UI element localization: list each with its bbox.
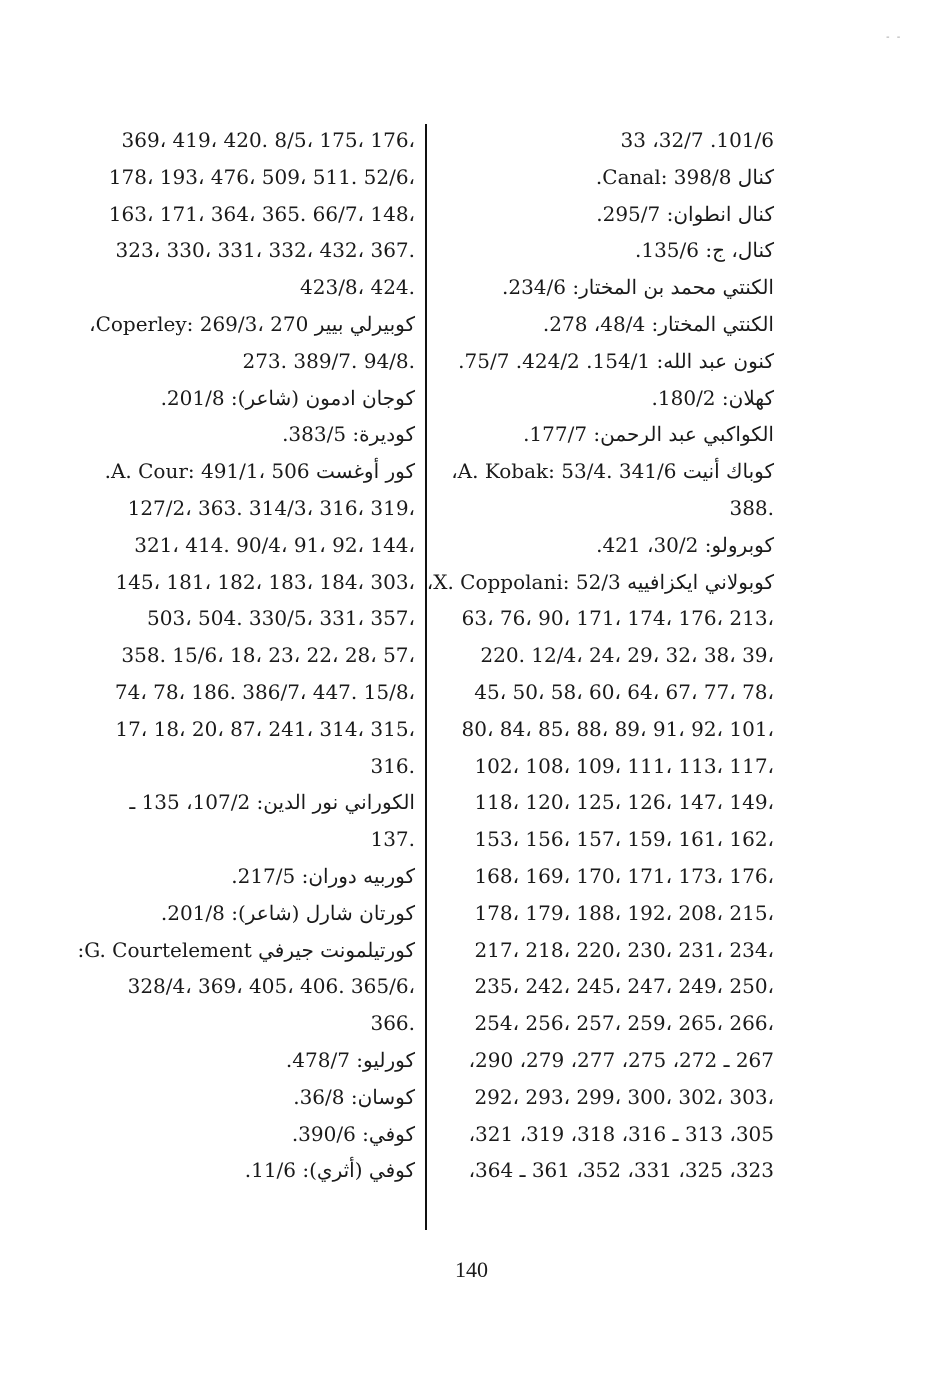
index-entry-line: 358. 15/6، 18، 23، 22، 28، 57، [121,643,415,668]
index-entry-line: كور أوغست A. Cour: 491/1، 506. [104,459,415,484]
column-divider [425,124,427,1230]
index-entry-line: كورتيلمونت جيرفي G. Courtelement: [77,937,415,962]
page-number: 140 [455,1257,488,1282]
index-entry-line: الكواكبي عبد الرحمن: 177/7. [523,422,774,447]
index-entry-line: 118، 120، 125، 126، 147، 149، [474,790,774,815]
index-entry-line: 267 ـ 272، 275، 277، 279، 290، [468,1047,774,1072]
index-entry-line: 503، 504. 330/5، 331، 357، [147,606,415,631]
index-entry-line: 292، 293، 299، 300، 302، 303، [474,1084,774,1109]
index-column-right [412,122,774,1189]
index-entry-line: 33 ،32/7 .101/6 [620,128,774,152]
index-entry-line: 163، 171، 364، 365. 66/7، 148، [108,201,415,226]
index-column-left [55,122,415,1189]
index-entry-line: كوديرة: 383/5. [282,422,415,447]
index-entry-line: 305، 313 ـ 316، 318، 319، 321، [468,1121,774,1146]
index-entry-line: الكنتي محمد بن المختار: 234/6. [502,275,774,300]
index-entry-line: 323، 325، 331، 352، 361 ـ 364، [468,1158,774,1183]
index-entry-line: 217، 218، 220، 230، 231، 234، [474,937,774,962]
index-entry-line: كنال، ج: 135/6. [635,238,774,263]
index-entry-line: 102، 108، 109، 111، 113، 117، [474,753,774,778]
index-entry-line: 168، 169، 170، 171، 173، 176، [474,863,774,888]
index-entry-line: 127/2، 363. 314/3، 316، 319، [127,495,415,520]
index-entry-line: 145، 181، 182، 183، 184، 303، [115,569,415,594]
index-entry-line: كنال انطوان: 295/7. [596,201,774,226]
index-entry-line: 17، 18، 20، 87، 241، 314، 315، [115,716,415,741]
index-entry-line: 63، 76، 90، 171، 174، 176، 213، [461,606,774,631]
index-entry-line: كنال Canal: 398/8. [595,164,774,189]
index-entry-line: 328/4، 369، 405، 406. 365/6، [127,974,415,999]
index-entry-line: كوفي (أثري): 11/6. [244,1158,415,1183]
index-entry-line: كورليو: 478/7. [285,1047,415,1072]
index-entry-line: كوبولاني ايكزافييه X. Coppolani: 52/3، [426,569,774,594]
index-entry-line: 74، 78، 186. 386/7، 447. 15/8، [114,679,415,704]
index-entry-line: كورتان شارل (شاعر): 201/8. [160,900,415,925]
index-entry-line: كوبرولو: 30/2، 421. [596,532,774,557]
index-entry-line: الكنتي المختار: 48/4، 278. [542,311,774,336]
index-entry-line: 153، 156، 157، 159، 161، 162، [474,827,774,852]
index-entry-line: 323، 330، 331، 332، 432، 367. [115,238,415,263]
index-entry-line: 316. [370,753,415,778]
index-entry-line: 366. [370,1011,415,1036]
index-entry-line: 235، 242، 245، 247، 249، 250، [474,974,774,999]
index-entry-line: 423/8، 424. [300,275,415,300]
index-entry-line: 80، 84، 85، 88، 89، 91، 92، 101، [461,716,774,741]
index-entry-line: 273. 389/7. 94/8. [242,348,415,373]
index-entry-line: 254، 256، 257، 259، 265، 266، [474,1011,774,1036]
index-entry-line: كنون عبد الله: 154/1. 424/2. 75/7. [458,348,774,373]
index-entry-line: 388. [729,495,774,520]
index-entry-line: كوسان: 36/8. [293,1084,415,1109]
corner-mark: - - [886,32,903,43]
index-entry-line: كوربيه دوران: 217/5. [231,863,415,888]
index-entry-line: كوباك أنيت A. Kobak: 53/4. 341/6، [451,459,774,484]
index-entry-line: 178، 193، 476، 509، 511. 52/6، [108,164,415,189]
index-entry-line: كهلان: 180/2. [651,385,774,410]
index-entry-line: 45، 50، 58، 60، 64، 67، 77، 78، [474,679,774,704]
index-entry-line: كوجان ادمون (شاعر): 201/8. [160,385,415,410]
index-entry-line: 220. 12/4، 24، 29، 32، 38، 39، [480,643,774,668]
index-entry-line: 321، 414. 90/4، 91، 92، 144، [134,532,415,557]
index-entry-line: الكوراني نور الدين: 107/2، 135 ـ [129,790,415,815]
index-entry-line: 178، 179، 188، 192، 208، 215، [474,900,774,925]
index-entry-line: كوبيرلي بيير Coperley: 269/3، 270، [89,311,415,336]
index-entry-line: 137. [370,827,415,852]
index-entry-line: 369، 419، 420. 8/5، 175، 176، [121,128,415,152]
index-entry-line: كوفي: 390/6. [291,1121,415,1146]
